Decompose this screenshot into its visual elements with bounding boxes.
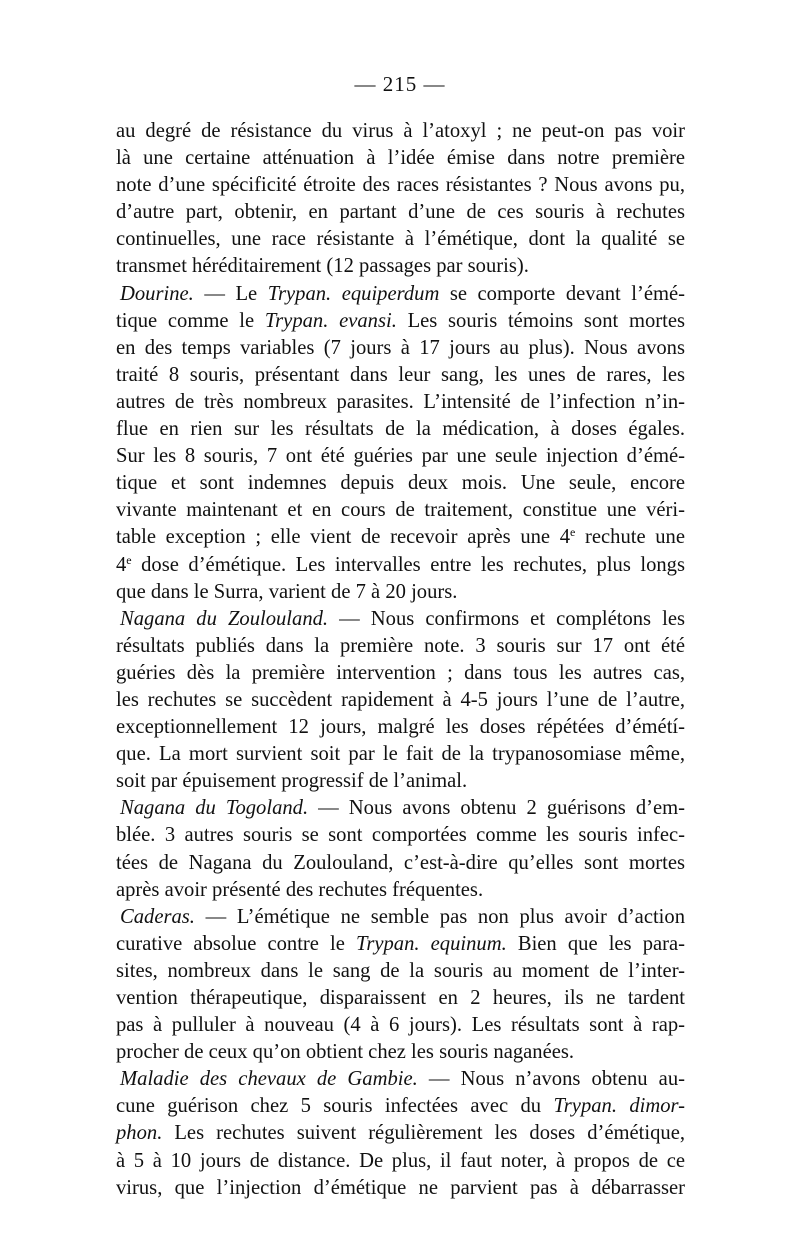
text-line: flue en rien sur les résultats de la médication, à doses égales. — [116, 418, 685, 441]
text-line: Nagana du Zoulouland. — Nous confirmons et complétons les — [120, 607, 685, 630]
text-line: Maladie des chevaux de Gambie. — Nous n’avons obtenu au- — [120, 1068, 685, 1091]
text-line: en des temps variables (7 jours à 17 jours au plus). Nous avons — [116, 336, 685, 359]
text-line: que dans le Surra, varient de 7 à 20 jours. — [116, 580, 458, 603]
text-line: virus, que l’injection d’émétique ne parvient pas à débarrasser — [116, 1176, 685, 1199]
text-line: phon. Les rechutes suivent régulièrement les doses d’émétique, — [116, 1122, 685, 1145]
page-number: — 215 — — [354, 72, 446, 96]
text-line: procher de ceux qu’on obtient chez les souris naganées. — [116, 1041, 575, 1064]
text-line: Caderas. — L’émétique ne semble pas non plus avoir d’action — [120, 905, 685, 928]
text-line: exceptionnellement 12 jours, malgré les doses répétées d’émétí- — [116, 716, 685, 739]
text-line: résultats publiés dans la première note. 3 souris sur 17 ont été — [116, 634, 685, 657]
text-line: pas à pulluler à nouveau (4 à 6 jours). Les résultats sont à rap- — [116, 1014, 685, 1037]
text-line: là une certaine atténuation à l’idée émise dans notre première — [116, 147, 685, 170]
text-line: à 5 à 10 jours de distance. De plus, il faut noter, à propos de ce — [116, 1149, 685, 1172]
text-line: traité 8 souris, présentant dans leur sang, les unes de rares, les — [116, 363, 685, 386]
text-line: Dourine. — Le Trypan. equiperdum se comporte devant l’émé- — [120, 282, 685, 305]
text-line: soit par épuisement progressif de l’animal. — [116, 770, 468, 793]
text-line: cune guérison chez 5 souris infectées avec du Trypan. dimor- — [116, 1095, 685, 1118]
text-line: note d’une spécificité étroite des races résistantes ? Nous avons pu, — [116, 174, 685, 197]
text-line: que. La mort survient soit par le fait de la trypanosomiase même, — [116, 743, 685, 766]
text-line: Sur les 8 souris, 7 ont été guéries par une seule injection d’émé- — [116, 445, 685, 468]
text-line: après avoir présenté des rechutes fréquentes. — [116, 878, 484, 901]
text-line: vention thérapeutique, disparaissent en 2 heures, ils ne tardent — [116, 987, 685, 1009]
text-line: guéries dès la première intervention ; dans tous les autres cas, — [116, 661, 685, 684]
text-line: Nagana du Togoland. — Nous avons obtenu 2 guérisons d’em- — [120, 797, 685, 820]
text-line: les rechutes se succèdent rapidement à 4-5 jours l’une de l’autre, — [116, 688, 685, 711]
text-line: autres de très nombreux parasites. L’intensité de l’infection n’in- — [116, 390, 685, 413]
text-line: table exception ; elle vient de recevoir après une 4e rechute une — [116, 525, 685, 549]
text-line: tique et sont indemnes depuis deux mois. Une seule, encore — [116, 472, 685, 495]
text-line: 4e dose d’émétique. Les intervalles entre les rechutes, plus longs — [116, 552, 685, 576]
text-line: blée. 3 autres souris se sont comportées comme les souris infec- — [116, 824, 685, 847]
text-line: curative absolue contre le Trypan. equinum. Bien que les para- — [116, 932, 685, 955]
text-line: vivante maintenant et en cours de traitement, constitue une véri- — [116, 499, 685, 522]
text-line: sites, nombreux dans le sang de la souris au moment de l’inter- — [116, 959, 685, 982]
text-line: tées de Nagana du Zoulouland, c’est-à-dire qu’elles sont mortes — [116, 851, 685, 874]
text-line: continuelles, une race résistante à l’émétique, dont la qualité se — [116, 228, 685, 251]
text-line: tique comme le Trypan. evansi. Les souris témoins sont mortes — [116, 309, 685, 332]
body-text — [116, 118, 685, 1202]
text-line: d’autre part, obtenir, en partant d’une de ces souris à rechutes — [116, 201, 685, 224]
text-line: au degré de résistance du virus à l’atoxyl ; ne peut-on pas voir — [116, 120, 685, 142]
text-line: transmet héréditairement (12 passages par souris). — [116, 255, 529, 278]
